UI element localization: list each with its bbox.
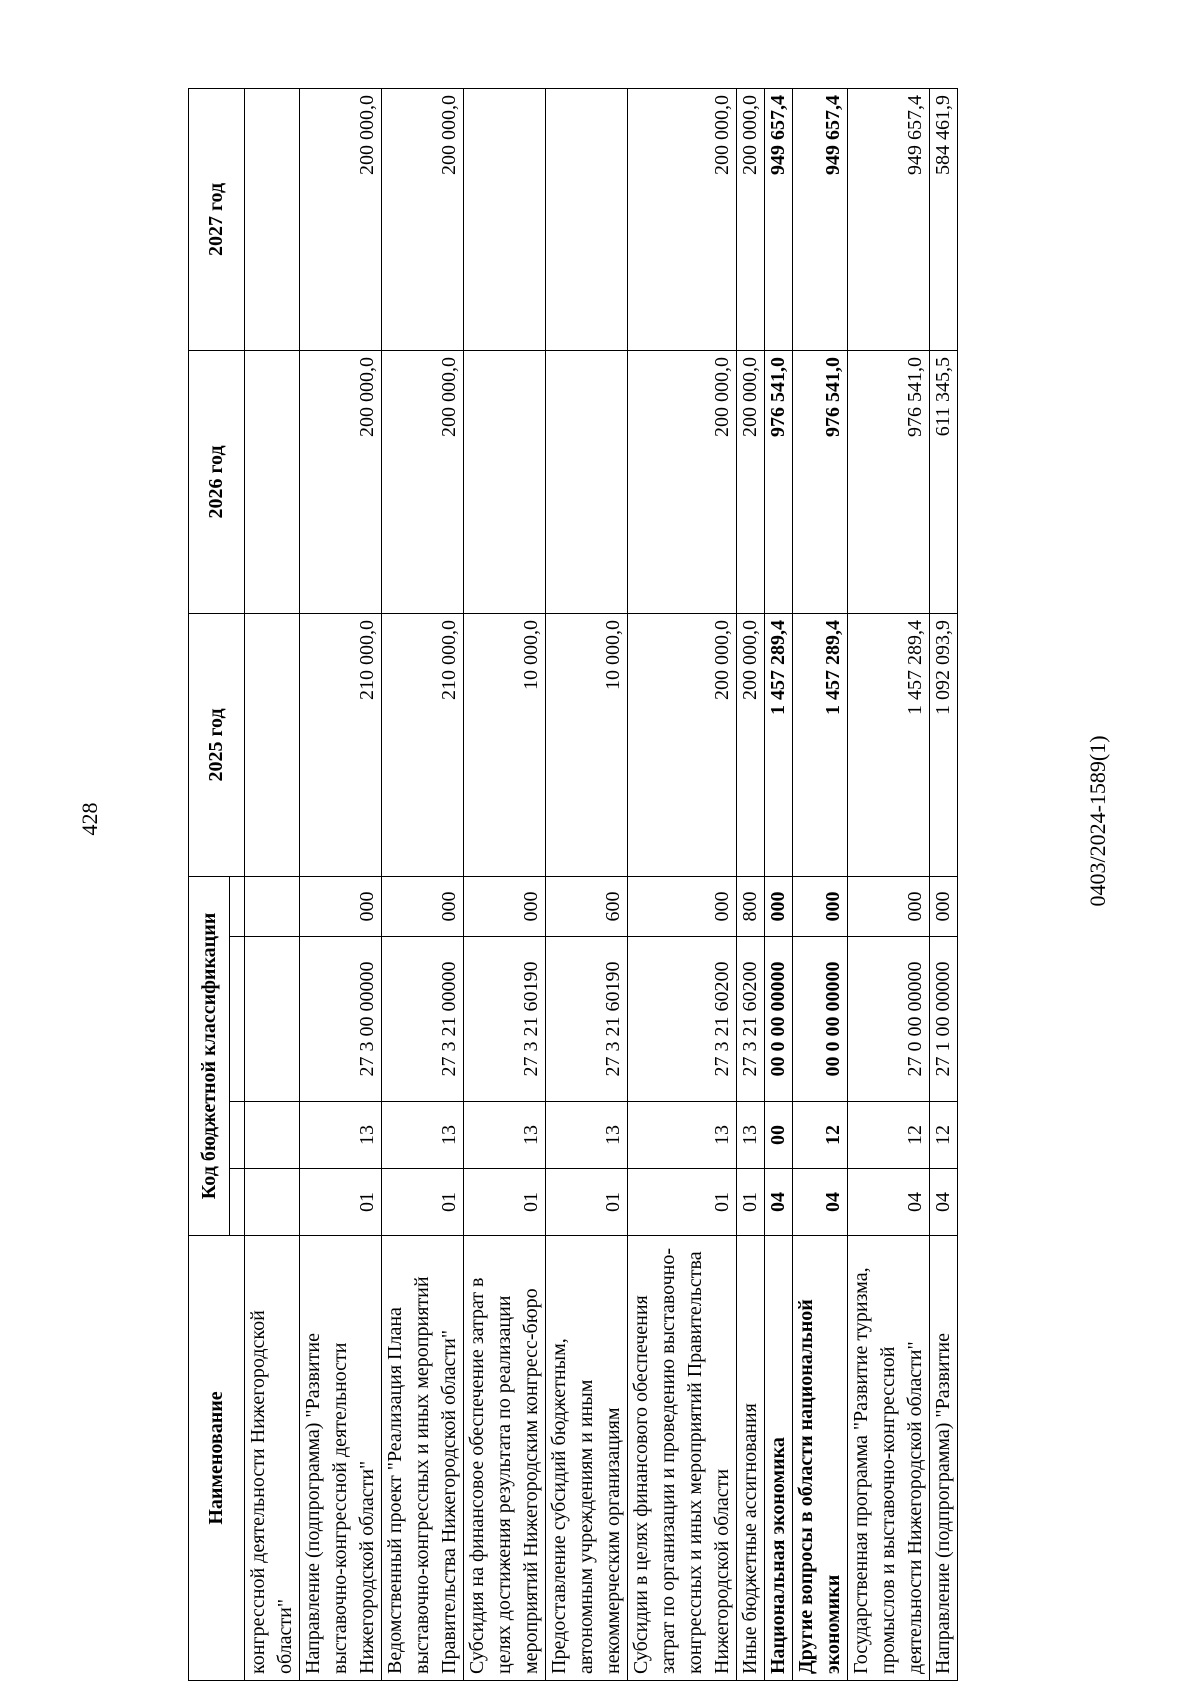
row-code-target: 27 0 00 00000 [848,937,930,1102]
row-code-section: 01 [628,1169,737,1236]
row-value-2027 [464,88,546,350]
row-code-target: 27 3 00 00000 [300,937,382,1102]
row-name: Субсидия на финансовое обеспечение затрат в целях достижения результата по реализации мероприятий Нижегородским конгресс-бюро [464,1236,546,1681]
header-2027: 2027 год [189,88,245,350]
row-code-type: 000 [628,876,737,936]
row-code-target: 27 3 21 60200 [628,937,737,1102]
row-code-target: 27 3 21 60190 [464,937,546,1102]
budget-table [188,88,958,1681]
document-code: 0403/2024-1589(1) [1085,735,1110,907]
row-code-type: 000 [765,876,793,936]
row-name: Другие вопросы в области национальной экономики [793,1236,848,1681]
row-code-target: 00 0 00 00000 [765,937,793,1102]
row-name: Иные бюджетные ассигнования [737,1236,765,1681]
row-code-type: 000 [793,876,848,936]
row-value-2026: 200 000,0 [737,350,765,613]
table-row-bold [765,88,793,1680]
header-code-group: Код бюджетной классификации [189,876,230,1235]
row-code-target: 27 1 00 00000 [930,937,958,1102]
row-code-section: 04 [930,1169,958,1236]
row-code-subsection: 13 [382,1102,464,1169]
row-code-type [245,876,300,936]
row-code-section: 04 [793,1169,848,1236]
row-code-target [245,937,300,1102]
row-name: Национальная экономика [765,1236,793,1681]
row-code-type: 000 [464,876,546,936]
table-row-bold [793,88,848,1680]
table-row [930,88,958,1680]
row-code-section: 01 [546,1169,628,1236]
row-value-2025: 1 457 289,4 [765,613,793,876]
row-value-2027: 949 657,4 [793,88,848,350]
row-value-2026 [546,350,628,613]
row-name: Направление (подпрограмма) "Развитие [930,1236,958,1681]
subheader-cell [230,876,245,936]
row-value-2026: 976 541,0 [765,350,793,613]
row-value-2025: 10 000,0 [464,613,546,876]
row-value-2026: 200 000,0 [628,350,737,613]
row-code-subsection: 13 [464,1102,546,1169]
subheader-cell [230,937,245,1102]
rotated-table-container [188,89,1200,1681]
row-value-2026 [464,350,546,613]
table-row [848,88,930,1680]
row-name: Направление (подпрограмма) "Развитие выставочно-конгрессной деятельности Нижегородской области" [300,1236,382,1681]
row-value-2026: 611 345,5 [930,350,958,613]
row-code-subsection: 12 [930,1102,958,1169]
row-value-2027 [245,88,300,350]
row-code-section [245,1169,300,1236]
table-row [300,88,382,1680]
subheader-cell [230,1169,245,1236]
row-value-2025: 1 092 093,9 [930,613,958,876]
row-name: Субсидии в целях финансового обеспечения затрат по организации и проведению выставочно-конгрессных и иных мероприятий Правительства Нижегородской области [628,1236,737,1681]
row-value-2025: 200 000,0 [737,613,765,876]
table-header-row [189,88,230,1680]
row-value-2026: 200 000,0 [300,350,382,613]
row-value-2027: 949 657,4 [848,88,930,350]
row-code-target: 27 3 21 60200 [737,937,765,1102]
row-value-2025: 210 000,0 [300,613,382,876]
header-2026: 2026 год [189,350,245,613]
row-code-section: 01 [300,1169,382,1236]
row-value-2026: 200 000,0 [382,350,464,613]
row-code-subsection: 13 [546,1102,628,1169]
row-value-2027: 200 000,0 [300,88,382,350]
table-row [382,88,464,1680]
row-name: Ведомственный проект "Реализация Плана выставочно-конгрессных и иных мероприятий Правительства Нижегородской области" [382,1236,464,1681]
row-value-2025: 1 457 289,4 [793,613,848,876]
row-name: конгрессной деятельности Нижегородской области" [245,1236,300,1681]
table-row [737,88,765,1680]
row-value-2025: 200 000,0 [628,613,737,876]
row-code-section: 01 [737,1169,765,1236]
row-code-section: 04 [848,1169,930,1236]
table-row [245,88,300,1680]
row-value-2026 [245,350,300,613]
row-code-subsection: 00 [765,1102,793,1169]
page-number: 428 [77,802,102,836]
row-code-target: 27 3 21 00000 [382,937,464,1102]
header-name: Наименование [189,1236,245,1681]
header-2025: 2025 год [189,613,245,876]
row-code-subsection: 12 [848,1102,930,1169]
row-value-2027 [546,88,628,350]
row-value-2025 [245,613,300,876]
row-code-section: 01 [464,1169,546,1236]
row-code-section: 01 [382,1169,464,1236]
row-value-2027: 949 657,4 [765,88,793,350]
row-code-type: 000 [930,876,958,936]
table-row [628,88,737,1680]
row-code-type: 600 [546,876,628,936]
table-row [546,88,628,1680]
row-code-section: 04 [765,1169,793,1236]
row-code-subsection [245,1102,300,1169]
row-name: Предоставление субсидий бюджетным, автономным учреждениям и иным некоммерческим организациям [546,1236,628,1681]
row-code-type: 800 [737,876,765,936]
row-code-target: 00 0 00 00000 [793,937,848,1102]
row-value-2027: 200 000,0 [737,88,765,350]
row-value-2025: 10 000,0 [546,613,628,876]
row-code-type: 000 [382,876,464,936]
row-name: Государственная программа "Развитие туризма, промыслов и выставочно-конгрессной деятельности Нижегородской области" [848,1236,930,1681]
row-code-subsection: 12 [793,1102,848,1169]
row-code-subsection: 13 [300,1102,382,1169]
subheader-cell [230,1102,245,1169]
row-value-2025: 210 000,0 [382,613,464,876]
row-code-type: 000 [848,876,930,936]
row-code-type: 000 [300,876,382,936]
row-value-2027: 200 000,0 [628,88,737,350]
row-code-subsection: 13 [628,1102,737,1169]
row-code-subsection: 13 [737,1102,765,1169]
row-value-2025: 1 457 289,4 [848,613,930,876]
row-value-2027: 584 461,9 [930,88,958,350]
table-row [464,88,546,1680]
row-code-target: 27 3 21 60190 [546,937,628,1102]
row-value-2026: 976 541,0 [793,350,848,613]
row-value-2026: 976 541,0 [848,350,930,613]
row-value-2027: 200 000,0 [382,88,464,350]
